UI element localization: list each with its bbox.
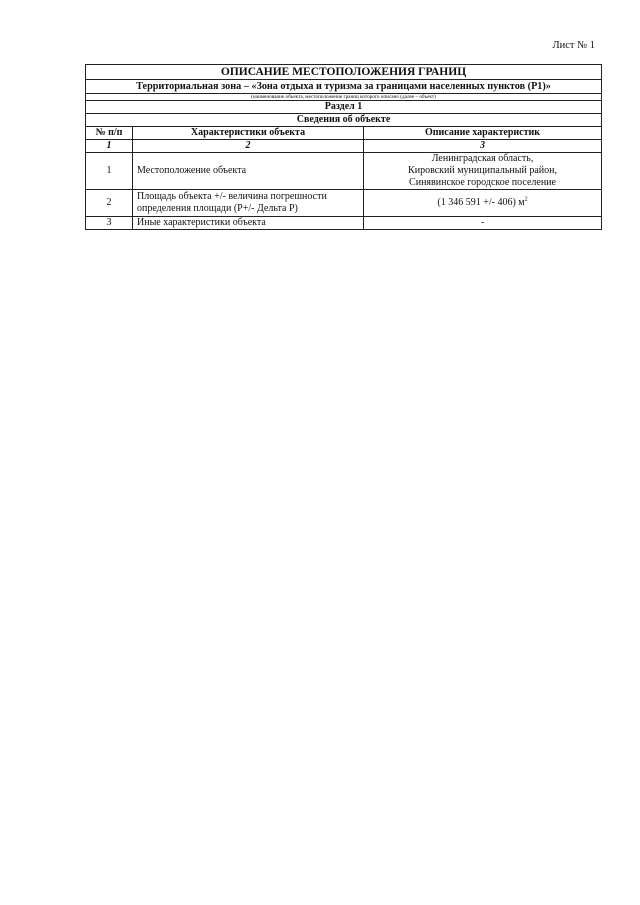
sheet-number: Лист № 1 — [552, 40, 595, 51]
column-number: 3 — [364, 140, 602, 153]
zone-name: Территориальная зона – «Зона отдыха и туризма за границами населенных пунктов (Р1)» — [86, 80, 602, 94]
row-characteristic: Местоположение объекта — [133, 153, 364, 190]
characteristic-line: Площадь объекта +/- величина погрешности — [137, 191, 327, 202]
row-number: 1 — [86, 153, 133, 190]
description-line: Кировский муниципальный район, — [408, 165, 557, 176]
table-row — [86, 217, 602, 230]
section-title: Раздел 1 — [86, 101, 602, 114]
area-unit-exponent: 2 — [524, 196, 528, 203]
header-description: Описание характеристик — [364, 127, 602, 140]
table-header-row — [86, 127, 602, 140]
subsection-title: Сведения об объекте — [86, 114, 602, 127]
table-row — [86, 153, 602, 190]
area-value: (1 346 591 +/- 406) м — [437, 197, 525, 208]
column-number: 2 — [133, 140, 364, 153]
description-line: Ленинградская область, — [431, 153, 534, 164]
header-characteristics: Характеристики объекта — [133, 127, 364, 140]
row-description: - — [364, 217, 602, 230]
row-number: 2 — [86, 190, 133, 217]
table-row — [86, 190, 602, 217]
column-number: 1 — [86, 140, 133, 153]
row-characteristic — [133, 190, 364, 217]
row-number: 3 — [86, 217, 133, 230]
boundary-description-table — [85, 64, 602, 230]
header-number: № п/п — [86, 127, 133, 140]
row-characteristic: Иные характеристики объекта — [133, 217, 364, 230]
document-title: ОПИСАНИЕ МЕСТОПОЛОЖЕНИЯ ГРАНИЦ — [86, 65, 602, 80]
zone-caption: (наименование объекта, местоположение границ которого описано (далее – объект) — [86, 94, 602, 101]
description-line: Синявинское городское поселение — [409, 177, 556, 188]
row-description — [364, 190, 602, 217]
characteristic-line: определения площади (Р+/- Дельта Р) — [137, 203, 298, 214]
column-number-row — [86, 140, 602, 153]
row-description — [364, 153, 602, 190]
